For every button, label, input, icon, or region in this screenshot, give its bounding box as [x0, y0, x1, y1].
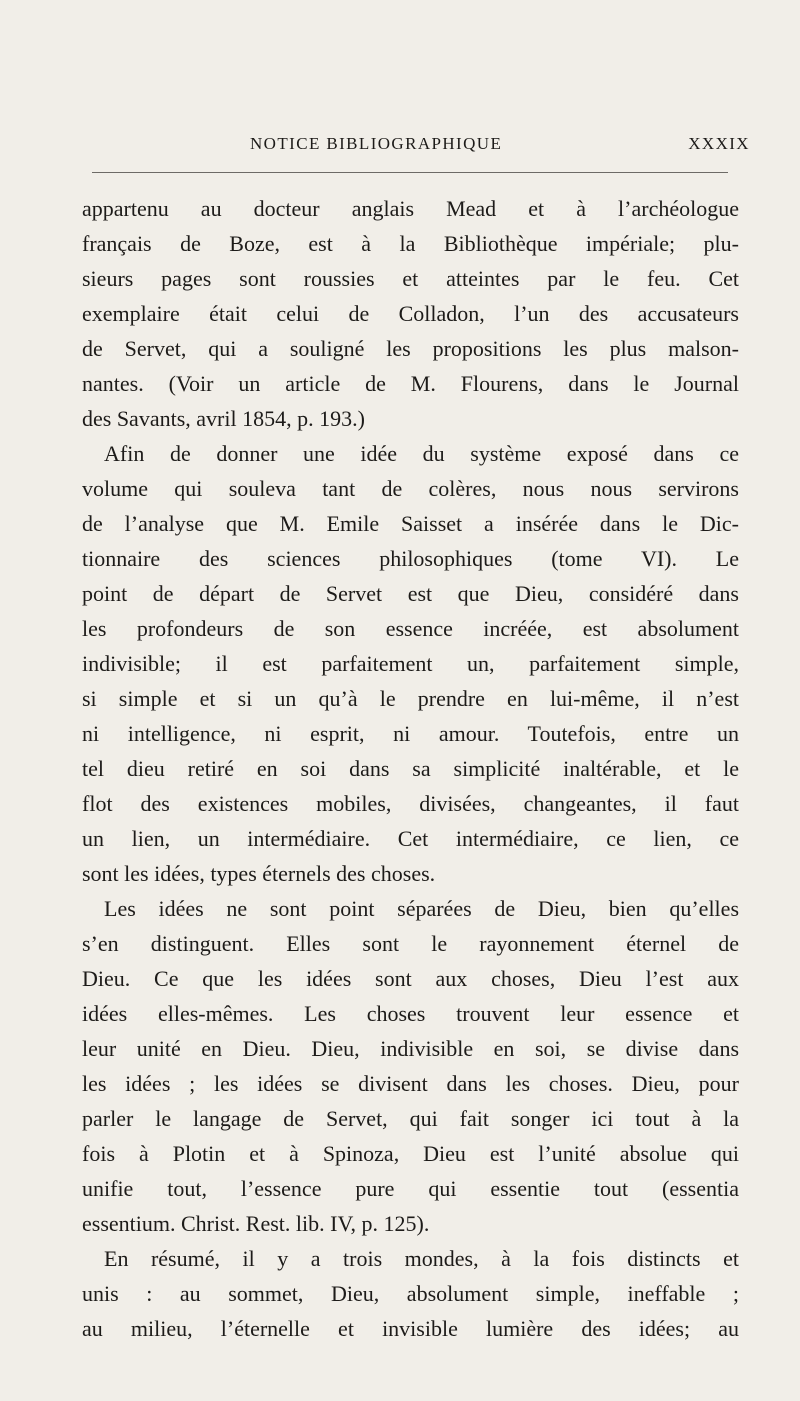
text-line: nantes. (Voir un article de M. Flourens, dans le Journal [82, 371, 739, 396]
header-rule [92, 172, 728, 173]
text-line: exemplaire était celui de Colladon, l’un des accusateurs [82, 301, 739, 326]
text-line: un lien, un intermédiaire. Cet intermédiaire, ce lien, ce [82, 826, 739, 851]
text-line: sieurs pages sont roussies et atteintes par le feu. Cet [82, 266, 739, 291]
text-line: idées elles-mêmes. Les choses trouvent leur essence et [82, 1001, 739, 1026]
text-line: parler le langage de Servet, qui fait songer ici tout à la [82, 1106, 739, 1131]
running-title: NOTICE BIBLIOGRAPHIQUE [250, 134, 503, 153]
running-head [250, 134, 750, 158]
text-line: unifie tout, l’essence pure qui essentie tout (essentia [82, 1176, 739, 1201]
text-line: fois à Plotin et à Spinoza, Dieu est l’unité absolue qui [82, 1141, 739, 1166]
text-line: flot des existences mobiles, divisées, changeantes, il faut [82, 791, 739, 816]
text-line: sont les idées, types éternels des choses. [82, 861, 436, 886]
text-line: volume qui souleva tant de colères, nous nous servirons [82, 476, 739, 501]
text-line: les idées ; les idées se divisent dans les choses. Dieu, pour [82, 1071, 739, 1096]
text-line: Afin de donner une idée du système exposé dans ce [104, 441, 739, 466]
text-line: ni intelligence, ni esprit, ni amour. Toutefois, entre un [82, 721, 739, 746]
text-line: tionnaire des sciences philosophiques (tome VI). Le [82, 546, 739, 571]
text-line: leur unité en Dieu. Dieu, indivisible en soi, se divise dans [82, 1036, 739, 1061]
text-line: les profondeurs de son essence incréée, est absolument [82, 616, 739, 641]
page-number: XXXIX [688, 134, 750, 153]
text-line: essentium. Christ. Rest. lib. IV, p. 125). [82, 1211, 430, 1236]
body-text [82, 191, 739, 1346]
text-line: indivisible; il est parfaitement un, parfaitement simple, [82, 651, 739, 676]
text-line: si simple et si un qu’à le prendre en lui-même, il n’est [82, 686, 739, 711]
text-line: au milieu, l’éternelle et invisible lumière des idées; au [82, 1316, 739, 1341]
text-line: Les idées ne sont point séparées de Dieu, bien qu’elles [104, 896, 739, 921]
text-line: des Savants, avril 1854, p. 193.) [82, 406, 365, 431]
text-line: unis : au sommet, Dieu, absolument simple, ineffable ; [82, 1281, 739, 1306]
text-line: appartenu au docteur anglais Mead et à l’archéologue [82, 196, 739, 221]
text-line: En résumé, il y a trois mondes, à la fois distincts et [104, 1246, 739, 1271]
text-line: s’en distinguent. Elles sont le rayonnement éternel de [82, 931, 739, 956]
text-line: Dieu. Ce que les idées sont aux choses, Dieu l’est aux [82, 966, 739, 991]
text-line: de l’analyse que M. Emile Saisset a insérée dans le Dic- [82, 511, 739, 536]
text-line: tel dieu retiré en soi dans sa simplicité inaltérable, et le [82, 756, 739, 781]
text-line: point de départ de Servet est que Dieu, considéré dans [82, 581, 739, 606]
text-line: de Servet, qui a souligné les propositions les plus malson- [82, 336, 739, 361]
text-line: français de Boze, est à la Bibliothèque impériale; plu- [82, 231, 739, 256]
